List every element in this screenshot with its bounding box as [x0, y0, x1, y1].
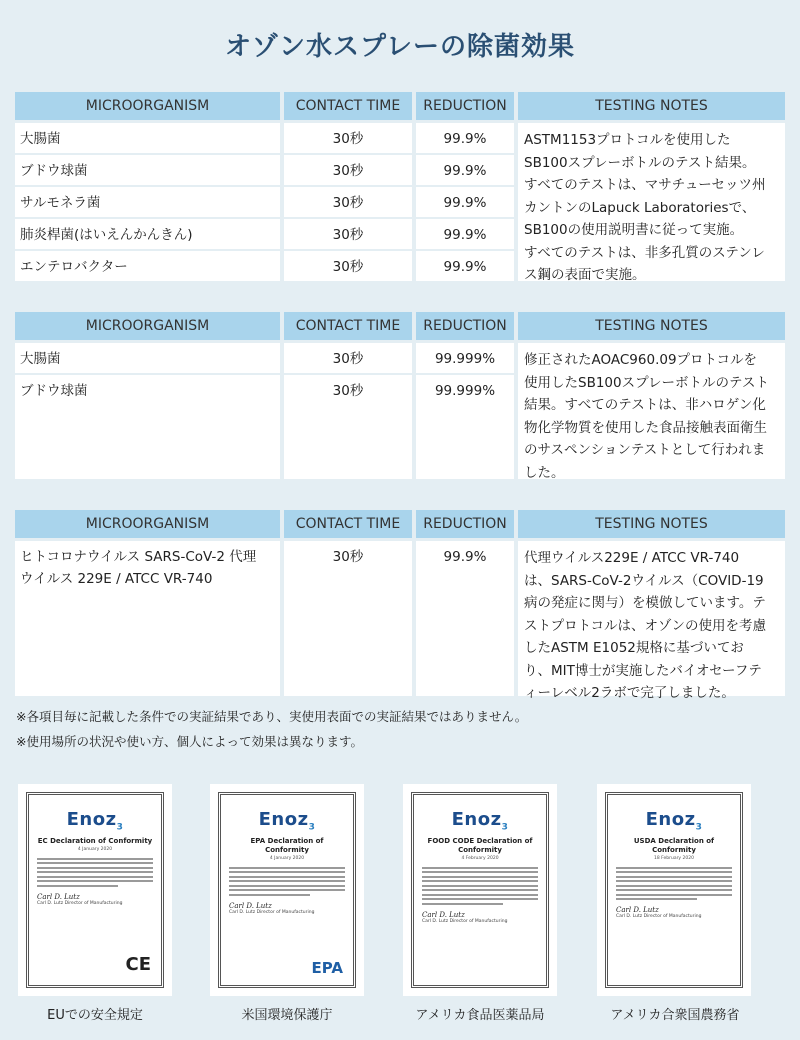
- table-row-time: 30秒: [284, 155, 412, 185]
- certificate-usda: [597, 784, 751, 996]
- doc-title: FOOD CODE Declaration of Conformity: [427, 836, 533, 854]
- table-row-reduction: 99.9%: [416, 187, 514, 217]
- table-row-name: 大腸菌: [15, 343, 280, 373]
- body-text: [422, 867, 538, 905]
- header-testing-notes: TESTING NOTES: [518, 312, 785, 340]
- ce-mark-icon: CE: [125, 954, 151, 975]
- certificate-fda: [403, 784, 557, 996]
- certificate-caption: アメリカ合衆国農務省: [610, 1008, 740, 1023]
- footnote: ※使用場所の状況や使い方、個人によって効果は異なります。: [16, 734, 363, 749]
- results-table-3: [0, 510, 800, 701]
- enozo-logo: Enoz$_3$: [66, 809, 124, 833]
- doc-date: 4 February 2020: [461, 855, 499, 861]
- certificate-epa: [210, 784, 364, 996]
- table-row-time: 30秒: [284, 251, 412, 281]
- table-row-name: 大腸菌: [15, 123, 280, 153]
- certificate-caption: EUでの安全規定: [47, 1008, 143, 1023]
- signature: Carl D. Lutz: [229, 901, 272, 910]
- header-reduction: REDUCTION: [416, 92, 514, 120]
- header-microorganism: MICROORGANISM: [15, 312, 280, 340]
- doc-title: EC Declaration of Conformity: [37, 836, 153, 845]
- certificate-caption: 米国環境保護庁: [241, 1008, 333, 1023]
- table-row-name: ブドウ球菌: [15, 375, 280, 479]
- doc-date: 18 February 2020: [654, 855, 694, 861]
- header-contact-time: CONTACT TIME: [284, 92, 412, 120]
- table-row-name: 肺炎桿菌(はいえんかんきん): [15, 219, 280, 249]
- testing-notes: 代理ウイルス229E / ATCC VR-740 は、SARS-CoV-2ウイルス（COVID-19 病の発症に関与）を模倣しています。テ ストプロトコルは、オゾンの使用を考慮 したASTM E1052規格に基づいてお り、MIT博士が実施したバイオセーフテ ィーレベル2ラボで完了しました。: [518, 541, 785, 696]
- epa-logo-icon: EPA: [311, 959, 343, 977]
- testing-notes: 修正されたAOAC960.09プロトコルを 使用したSB100スプレーボトルのテスト 結果。すべてのテストは、非ハロゲン化 物化学物質を使用した食品接触表面衛生 のサスペンションテストとして行われま した。: [518, 343, 785, 479]
- table-row-reduction: 99.9%: [416, 251, 514, 281]
- signer: Carl D. Lutz Director of Manufacturing: [422, 918, 508, 924]
- doc-title: USDA Declaration of Conformity: [633, 836, 715, 854]
- signer: Carl D. Lutz Director of Manufacturing: [616, 914, 702, 920]
- signer: Carl D. Lutz Director of Manufacturing: [37, 900, 123, 906]
- table-row-time: 30秒: [284, 123, 412, 153]
- results-table-2: [0, 312, 800, 480]
- header-contact-time: CONTACT TIME: [284, 312, 412, 340]
- header-microorganism: MICROORGANISM: [15, 510, 280, 538]
- table-row-reduction: 99.9%: [416, 123, 514, 153]
- doc-title: EPA Declaration of Conformity: [250, 836, 324, 854]
- signer: Carl D. Lutz Director of Manufacturing: [229, 909, 315, 915]
- table-row-time: 30秒: [284, 219, 412, 249]
- table-row-reduction: 99.9%: [416, 219, 514, 249]
- table-row-time: 30秒: [284, 541, 412, 696]
- enozo-logo: Enoz$_3$: [645, 809, 703, 833]
- certificate-caption: アメリカ食品医薬品局: [415, 1008, 545, 1023]
- enozo-logo: Enoz$_3$: [451, 809, 509, 833]
- header-testing-notes: TESTING NOTES: [518, 510, 785, 538]
- table-row-name: ヒトコロナウイルス SARS-CoV-2 代理 ウイルス 229E / ATCC VR-740: [15, 541, 280, 696]
- table-row-time: 30秒: [284, 343, 412, 373]
- signature: Carl D. Lutz: [616, 906, 659, 915]
- table-row-name: ブドウ球菌: [15, 155, 280, 185]
- body-text: [37, 858, 153, 887]
- body-text: [229, 867, 345, 896]
- results-table-1: [0, 92, 800, 284]
- table-row-name: エンテロバクター: [15, 251, 280, 281]
- table-row-reduction: 99.9%: [416, 541, 514, 696]
- footnote: ※各項目毎に記載した条件での実証結果であり、実使用表面での実証結果ではありません。: [16, 709, 528, 724]
- enozo-logo: Enoz$_3$: [258, 809, 316, 833]
- body-text: [616, 867, 732, 901]
- doc-date: 4 January 2020: [269, 855, 305, 861]
- table-row-time: 30秒: [284, 375, 412, 479]
- table-row-time: 30秒: [284, 187, 412, 217]
- header-testing-notes: TESTING NOTES: [518, 92, 785, 120]
- table-row-reduction: 99.999%: [416, 343, 514, 373]
- table-row-reduction: 99.999%: [416, 375, 514, 479]
- header-reduction: REDUCTION: [416, 510, 514, 538]
- header-reduction: REDUCTION: [416, 312, 514, 340]
- header-microorganism: MICROORGANISM: [15, 92, 280, 120]
- table-row-name: サルモネラ菌: [15, 187, 280, 217]
- testing-notes: ASTM1153プロトコルを使用した SB100スプレーボトルのテスト結果。 すべてのテストは、マサチューセッツ州 カントンのLapuck Laboratoriesで、 SB100の使用説明書に従って実施。 すべてのテストは、非多孔質のステンレ ス鋼の表面で実施。: [518, 123, 785, 281]
- signature: Carl D. Lutz: [422, 910, 465, 919]
- signature: Carl D. Lutz: [37, 892, 80, 901]
- doc-date: 4 January 2020: [77, 846, 113, 852]
- page-title: オゾン水スプレーの除菌効果: [225, 32, 575, 62]
- certificate-eu: [18, 784, 172, 996]
- table-row-reduction: 99.9%: [416, 155, 514, 185]
- header-contact-time: CONTACT TIME: [284, 510, 412, 538]
